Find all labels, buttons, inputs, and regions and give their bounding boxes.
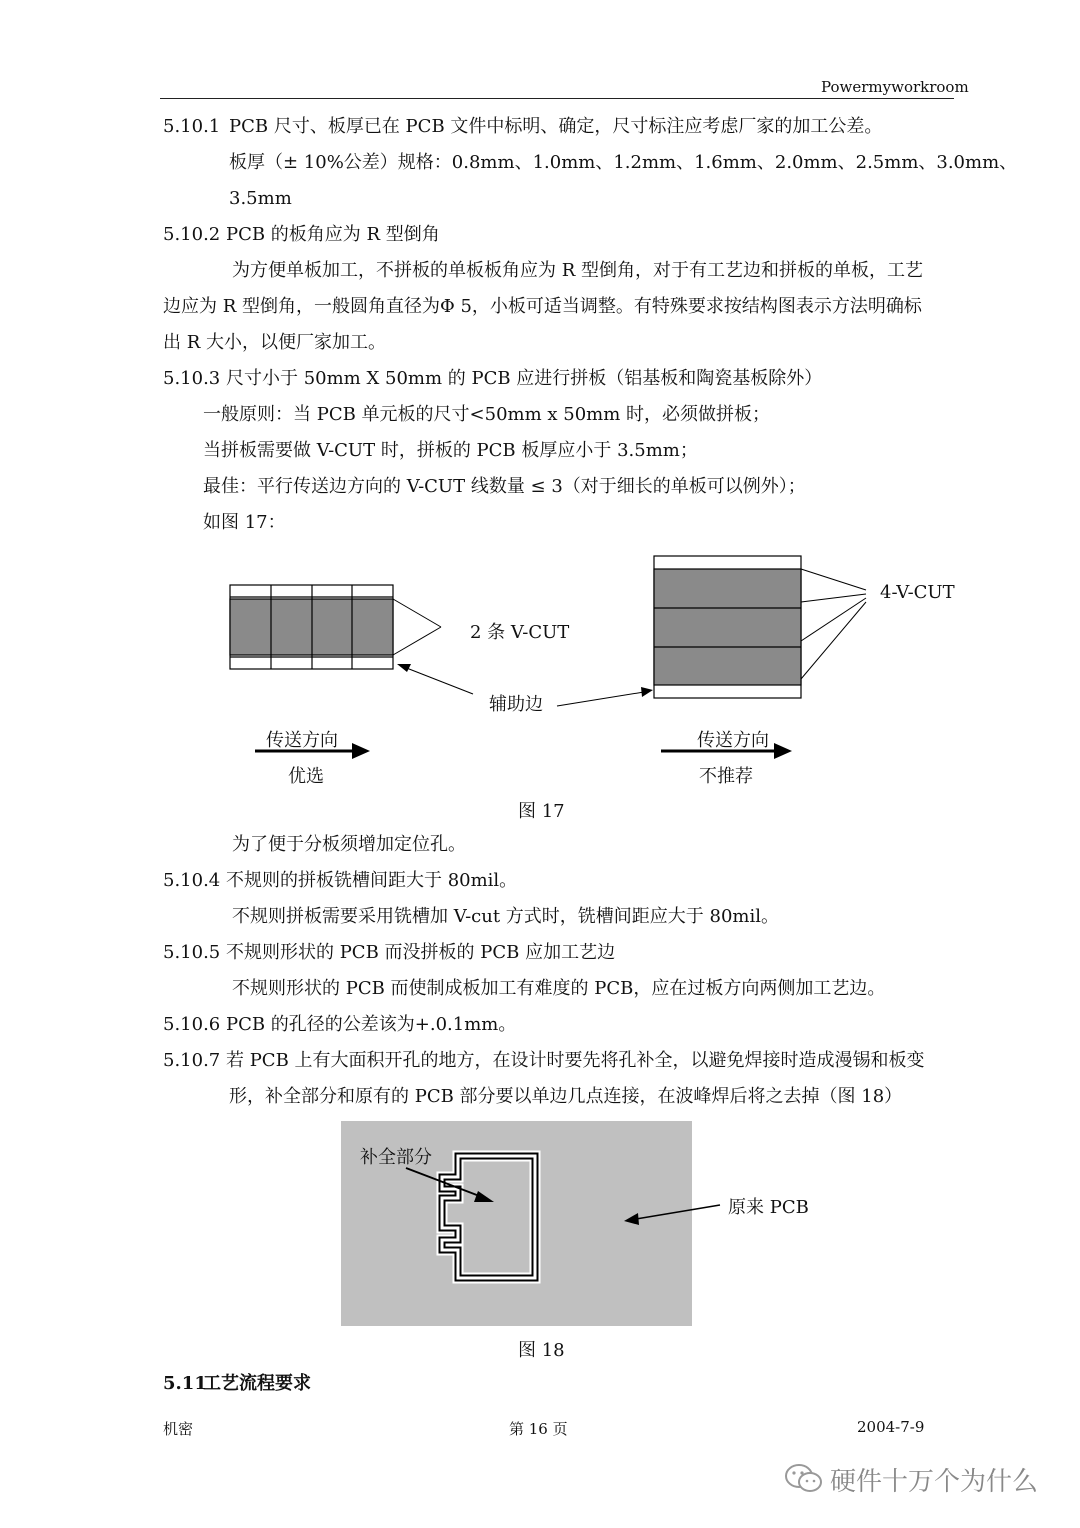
section-5-10-4-heading: 5.10.4 不规则的拼板铣槽间距大于 80mil。 (163, 870, 518, 891)
watermark-text: 硬件十万个为什么 (830, 1467, 1039, 1497)
label-2-v-cut: 2 条 V-CUT (470, 622, 570, 643)
label-transfer-direction-left: 传送方向 (266, 730, 338, 751)
section-5-11-number: 5.11 (163, 1373, 207, 1394)
section-5-10-5-text: 不规则形状的 PCB 而使制成板加工有难度的 PCB，应在过板方向两侧加工艺边。 (232, 978, 886, 999)
header-brand: Powermyworkroom (821, 78, 969, 96)
label-original-pcb: 原来 PCB (728, 1197, 809, 1218)
footer-page-number: 第 16 页 (509, 1420, 568, 1438)
preferred-panel (230, 585, 441, 669)
label-preferred: 优选 (288, 766, 324, 787)
figure-17 (0, 540, 1080, 810)
section-5-10-6-heading: 5.10.6 PCB 的孔径的公差该为+.0.1mm。 (163, 1014, 517, 1035)
section-5-10-2-para-line2: 边应为 R 型倒角，一般圆角直径为Φ 5，小板可适当调整。有特殊要求按结构图表示方法明确标 (163, 296, 922, 317)
section-5-10-3-rule-a: 一般原则：当 PCB 单元板的尺寸<50mm x 50mm 时，必须做拼板； (203, 404, 771, 425)
label-transfer-direction-right: 传送方向 (697, 730, 769, 751)
board-thickness-spec-cont: 3.5mm (229, 188, 292, 209)
label-auxiliary-edge: 辅助边 (489, 694, 543, 715)
section-5-10-2-para-line3: 出 R 大小，以便厂家加工。 (163, 332, 386, 353)
section-5-10-3-rule-b: 当拼板需要做 V-CUT 时，拼板的 PCB 板厚应小于 3.5mm； (203, 440, 698, 461)
figure-18 (0, 1115, 1080, 1335)
header-rule (160, 98, 954, 99)
section-5-10-2-heading: 5.10.2 PCB 的板角应为 R 型倒角 (163, 224, 440, 245)
label-not-recommended: 不推荐 (699, 766, 753, 787)
footer-confidential: 机密 (163, 1420, 194, 1438)
figure-18-caption: 图 18 (518, 1340, 565, 1361)
section-5-10-1-number: 5.10.1 (163, 116, 221, 137)
section-5-10-2-para-line1: 为方便单板加工，不拼板的单板板角应为 R 型倒角，对于有工艺边和拼板的单板，工艺 (232, 260, 923, 281)
section-5-10-4-text: 不规则拼板需要采用铣槽加 V-cut 方式时，铣槽间距应大于 80mil。 (232, 906, 779, 927)
section-5-10-7-text: 形，补全部分和原有的 PCB 部分要以单边几点连接，在波峰焊后将之去掉（图 18） (229, 1086, 903, 1107)
figure-17-reference: 如图 17： (203, 512, 286, 533)
footer-date: 2004-7-9 (857, 1418, 925, 1436)
section-5-10-1-text: PCB 尺寸、板厚已在 PCB 文件中标明、确定，尺寸标注应考虑厂家的加工公差。 (229, 116, 883, 137)
section-5-10-3-rule-c: 最佳：平行传送边方向的 V-CUT 线数量 ≤ 3（对于细长的单板可以例外）； (203, 476, 806, 497)
locating-hole-note: 为了便于分板须增加定位孔。 (232, 834, 466, 855)
section-5-10-5-heading: 5.10.5 不规则形状的 PCB 而没拼板的 PCB 应加工艺边 (163, 942, 616, 963)
label-4-v-cut: 4-V-CUT (880, 582, 955, 603)
section-5-10-3-heading: 5.10.3 尺寸小于 50mm X 50mm 的 PCB 应进行拼板（铝基板和陶瓷基板除外） (163, 368, 823, 389)
wechat-icon (783, 1462, 825, 1496)
figure-17-caption: 图 17 (518, 801, 565, 822)
not-recommended-panel (654, 556, 866, 698)
section-5-11-heading: 工艺流程要求 (203, 1373, 311, 1394)
section-5-10-7-heading: 5.10.7 若 PCB 上有大面积开孔的地方，在设计时要先将孔补全，以避免焊接时造成漫锡和板变 (163, 1050, 925, 1071)
label-fill-in-part: 补全部分 (360, 1147, 432, 1168)
board-thickness-spec: 板厚（± 10%公差）规格：0.8mm、1.0mm、1.2mm、1.6mm、2.0mm、2.5mm、3.0mm、 (229, 152, 1018, 173)
